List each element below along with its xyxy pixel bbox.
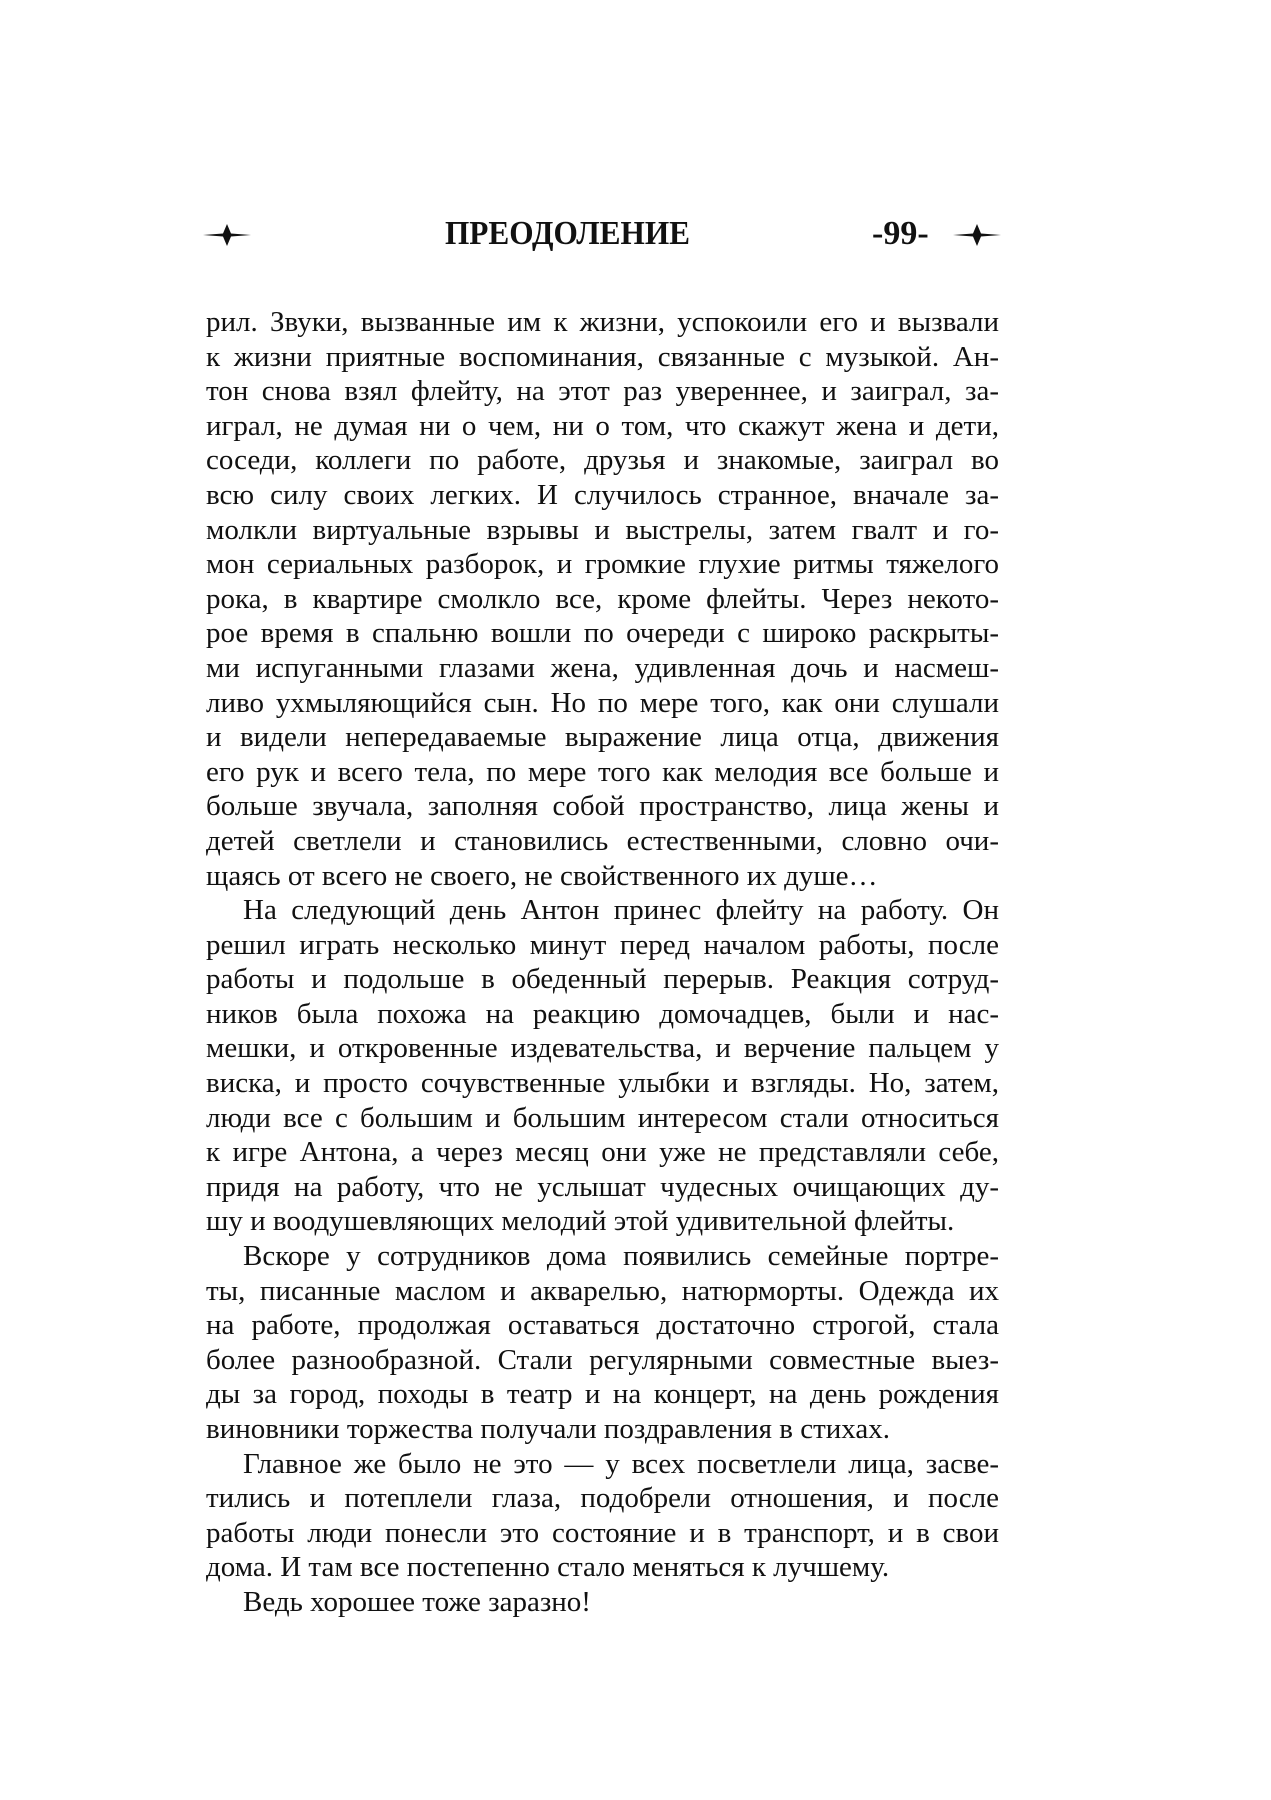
paragraph xyxy=(206,1447,999,1585)
text-line: мешки, и откровенные издевательства, и верчение пальцем у xyxy=(206,1032,999,1065)
text-line: рил. Звуки, вызванные им к жизни, успокоили его и вызвали xyxy=(206,306,999,338)
text-line: всю силу своих легких. И случилось странное, вначале за- xyxy=(206,478,999,511)
text-line: щаясь от всего не своего, не свойственного их душе… xyxy=(206,859,878,892)
star-ornament-right-icon xyxy=(953,224,1001,246)
text-line: к жизни приятные воспоминания, связанные с музыкой. Ан- xyxy=(206,340,999,373)
text-line: ды за город, походы в театр и на концерт, на день рождения xyxy=(206,1378,999,1411)
text-line: ливо ухмыляющийся сын. Но по мере того, как они слушали xyxy=(206,686,999,719)
text-line: тон снова взял флейту, на этот раз увереннее, и заиграл, за- xyxy=(206,375,999,408)
text-line: рока, в квартире смолкло все, кроме флейты. Через некото- xyxy=(206,582,999,615)
paragraph xyxy=(206,1585,999,1620)
text-line: работы люди понесли это состояние и в транспорт, и в свои xyxy=(206,1516,999,1549)
text-line: ты, писанные маслом и акварелью, натюрморты. Одежда их xyxy=(206,1274,999,1307)
text-line: соседи, коллеги по работе, друзья и знакомые, заиграл во xyxy=(206,444,999,477)
text-line: работы и подольше в обеденный перерыв. Реакция сотруд- xyxy=(206,963,999,996)
text-line: На следующий день Антон принес флейту на работу. Он xyxy=(243,894,999,927)
text-line: дома. И там все постепенно стало меняться к лучшему. xyxy=(206,1551,890,1584)
text-line: более разнообразной. Стали регулярными совместные выез- xyxy=(206,1343,999,1376)
text-line: и видели непередаваемые выражение лица отца, движения xyxy=(206,721,999,754)
text-line: к игре Антона, а через месяц они уже не представляли себе, xyxy=(206,1136,999,1169)
text-line: на работе, продолжая оставаться достаточно строгой, стала xyxy=(206,1309,999,1342)
paragraph xyxy=(206,893,999,1239)
paragraph xyxy=(206,1239,999,1447)
text-line: его рук и всего тела, по мере того как мелодия все больше и xyxy=(206,755,999,788)
body-text xyxy=(206,305,999,1620)
running-header-title: ПРЕОДОЛЕНИЕ xyxy=(444,215,691,252)
text-line: виновники торжества получали поздравления в стихах. xyxy=(206,1413,891,1445)
text-line: играл, не думая ни о чем, ни о том, что скажут жена и дети, xyxy=(206,409,999,442)
text-line: тились и потеплели глаза, подобрели отношения, и после xyxy=(206,1482,999,1515)
text-line: виска, и просто сочувственные улыбки и взгляды. Но, затем, xyxy=(206,1067,999,1100)
text-line: Главное же было не это — у всех посветлели лица, засве- xyxy=(243,1447,999,1480)
text-line: мон сериальных разборок, и громкие глухие ритмы тяжелого xyxy=(206,548,999,581)
star-ornament-left-icon xyxy=(203,224,251,246)
text-line: больше звучала, заполняя собой пространство, лица жены и xyxy=(206,790,999,823)
text-line: люди все с большим и большим интересом стали относиться xyxy=(206,1101,999,1134)
text-line: шу и воодушевляющих мелодий этой удивительной флейты. xyxy=(206,1205,955,1238)
text-line: ми испуганными глазами жена, удивленная дочь и насмеш- xyxy=(206,651,999,684)
text-line: Ведь хорошее тоже заразно! xyxy=(243,1585,591,1618)
text-line: ников была похожа на реакцию домочадцев, были и нас- xyxy=(206,997,999,1030)
text-line: придя на работу, что не услышат чудесных очищающих ду- xyxy=(206,1170,999,1203)
page-number: -99- xyxy=(872,215,929,252)
text-line: молкли виртуальные взрывы и выстрелы, затем гвалт и го- xyxy=(206,513,999,546)
text-line: Вскоре у сотрудников дома появились семейные портре- xyxy=(243,1240,999,1273)
text-line: детей светлели и становились естественными, словно очи- xyxy=(206,824,999,857)
text-line: решил играть несколько минут перед началом работы, после xyxy=(206,928,999,961)
text-line: рое время в спальню вошли по очереди с широко раскрыты- xyxy=(206,617,999,650)
paragraph xyxy=(206,305,999,893)
